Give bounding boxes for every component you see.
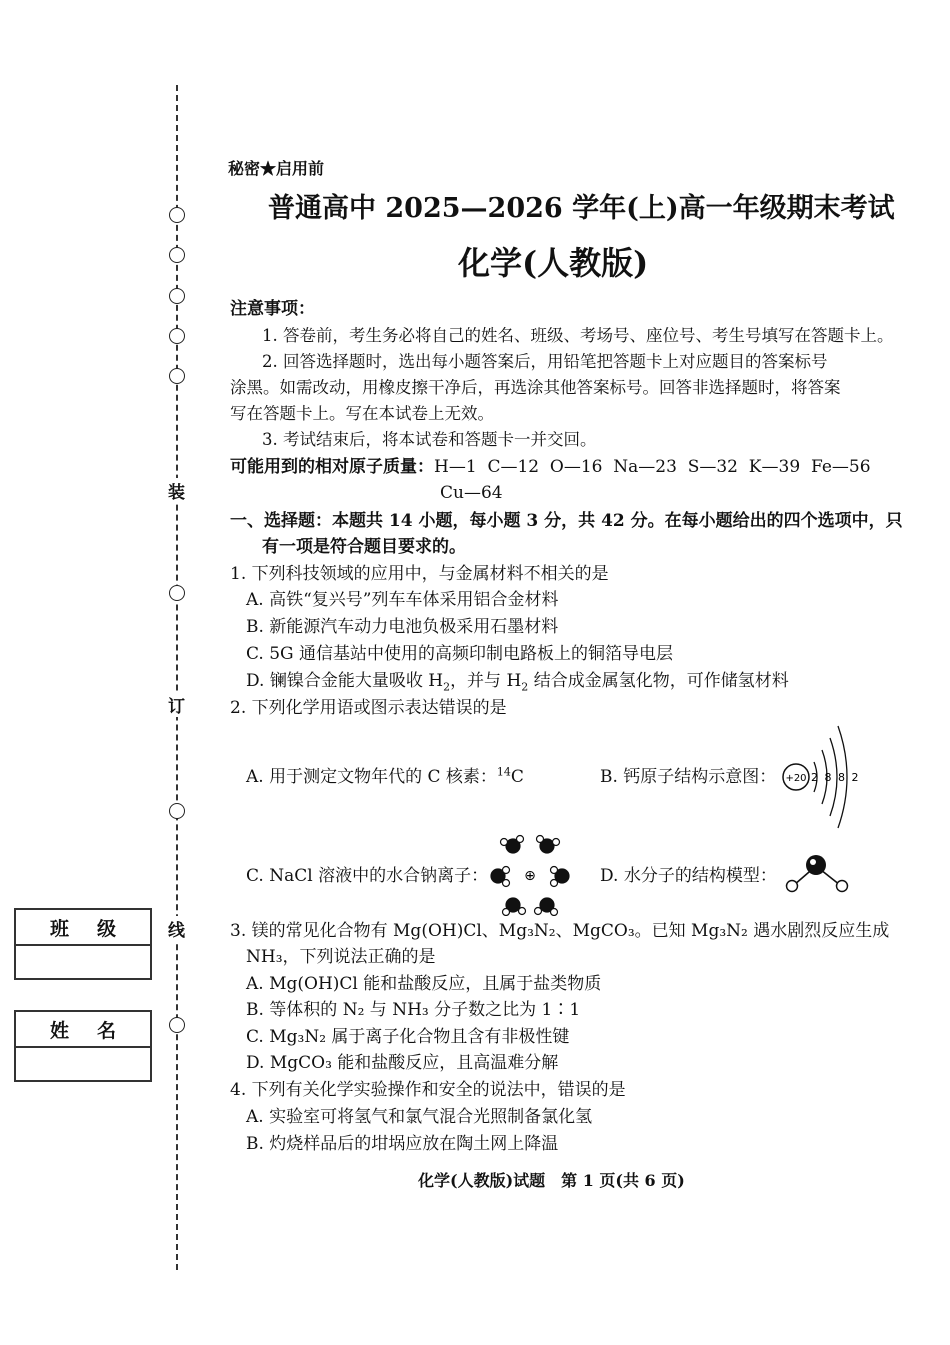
- class-label-1: 班: [49, 917, 69, 940]
- sodium-ion-symbol: ⊕: [524, 868, 536, 884]
- name-field[interactable]: [16, 1048, 150, 1080]
- secret-label: 秘密★启用前: [228, 159, 325, 178]
- section-heading-2: 有一项是符合题目要求的。: [262, 537, 466, 557]
- q1-option-d: D. 镧镍合金能大量吸收 $H_2$，并与 $H_2$ 结合成金属氢化物，可作储氢材料: [246, 671, 789, 694]
- q2-option-b: B. 钙原子结构示意图：: [600, 767, 777, 787]
- notice-item: 1. 答卷前，考生务必将自己的姓名、班级、考场号、座位号、考生号填写在答题卡上。: [262, 326, 894, 345]
- binding-hole: [169, 803, 185, 819]
- q3-option-a: A. Mg(OH)Cl 能和盐酸反应，且属于盐类物质: [246, 974, 602, 994]
- notice-item: 涂黑。如需改动，用橡皮擦干净后，再选涂其他答案标号。回答非选择题时，将答案: [230, 378, 841, 397]
- binding-hole: [169, 1017, 185, 1033]
- q2-option-c: C. NaCl 溶液中的水合钠离子：: [246, 866, 489, 886]
- q4-option-a: A. 实验室可将氢气和氯气混合光照制备氯化氢: [246, 1107, 593, 1127]
- hydrated-sodium-ion: [480, 832, 580, 916]
- margin-char-ding: 订: [168, 692, 185, 717]
- page-footer: 化学(人教版)试题 第 1 页(共 6 页): [418, 1171, 685, 1190]
- q3-option-c: C. Mg₃N₂ 属于离子化合物且含有非极性键: [246, 1027, 570, 1047]
- atomic-mass-cont: Cu—64: [440, 483, 503, 503]
- notice-item: 3. 考试结束后，将本试卷和答题卡一并交回。: [262, 430, 597, 449]
- binding-hole: [169, 328, 185, 344]
- class-field[interactable]: [16, 946, 150, 978]
- atomic-mass-values: H—1 C—12 O—16 Na—23 S—32 K—39 Fe—56: [434, 457, 871, 477]
- exam-title: 普通高中 2025—2026 学年(上)高一年级期末考试: [268, 193, 895, 224]
- binding-hole: [169, 585, 185, 601]
- question-2-stem: 2. 下列化学用语或图示表达错误的是: [230, 698, 507, 718]
- atomic-mass-line: [230, 454, 871, 480]
- binding-hole: [169, 207, 185, 223]
- notice-label: 注意事项：: [230, 299, 315, 319]
- margin-char-zhuang: 装: [168, 478, 185, 503]
- subject-title: 化学(人教版): [458, 244, 649, 282]
- q3-option-d: D. MgCO₃ 能和盐酸反应，且高温难分解: [246, 1053, 559, 1073]
- question-3-stem-2: NH₃，下列说法正确的是: [246, 947, 436, 967]
- binding-hole: [169, 247, 185, 263]
- question-1-stem: 1. 下列科技领域的应用中，与金属材料不相关的是: [230, 564, 609, 584]
- class-box: [14, 908, 152, 980]
- q2-option-a: A. 用于测定文物年代的 C 核素：$^{14}$C: [246, 765, 524, 787]
- q1-option-c: C. 5G 通信基站中使用的高频印制电路板上的铜箔导电层: [246, 644, 674, 664]
- electron-shells: 2 8 8 2: [811, 771, 860, 784]
- margin-char-xian: 线: [168, 916, 185, 941]
- name-label-1: 姓: [49, 1019, 69, 1042]
- q3-option-b: B. 等体积的 N₂ 与 NH₃ 分子数之比为 1∶1: [246, 1000, 581, 1020]
- calcium-atom-diagram: [780, 722, 860, 832]
- q1-option-a: A. 高铁“复兴号”列车车体采用铝合金材料: [246, 590, 559, 610]
- question-3-stem: 3. 镁的常见化合物有 Mg(OH)Cl、Mg₃N₂、MgCO₃。已知 Mg₃N₂ 遇水剧烈反应生成: [230, 921, 890, 941]
- q1-option-b: B. 新能源汽车动力电池负极采用石墨材料: [246, 617, 559, 637]
- water-molecule-model: [782, 852, 852, 896]
- notice-item: 2. 回答选择题时，选出每小题答案后，用铅笔把答题卡上对应题目的答案标号: [262, 352, 828, 371]
- section-heading: 一、选择题：本题共 14 小题，每小题 3 分，共 42 分。在每小题给出的四个选项中，只: [230, 511, 903, 531]
- class-label-2: 级: [96, 917, 116, 940]
- notice-item: 写在答题卡上。写在本试卷上无效。: [230, 404, 494, 423]
- binding-hole: [169, 288, 185, 304]
- question-4-stem: 4. 下列有关化学实验操作和安全的说法中，错误的是: [230, 1080, 626, 1100]
- name-label-2: 名: [96, 1019, 116, 1042]
- name-box: [14, 1010, 152, 1082]
- q4-option-b: B. 灼烧样品后的坩埚应放在陶土网上降温: [246, 1134, 559, 1154]
- isotope-mass-number: 14: [496, 765, 511, 779]
- binding-hole: [169, 368, 185, 384]
- nucleus-charge: +20: [785, 773, 807, 784]
- q2-option-d: D. 水分子的结构模型：: [600, 866, 777, 886]
- atomic-mass-label: 可能用到的相对原子质量：: [230, 457, 434, 477]
